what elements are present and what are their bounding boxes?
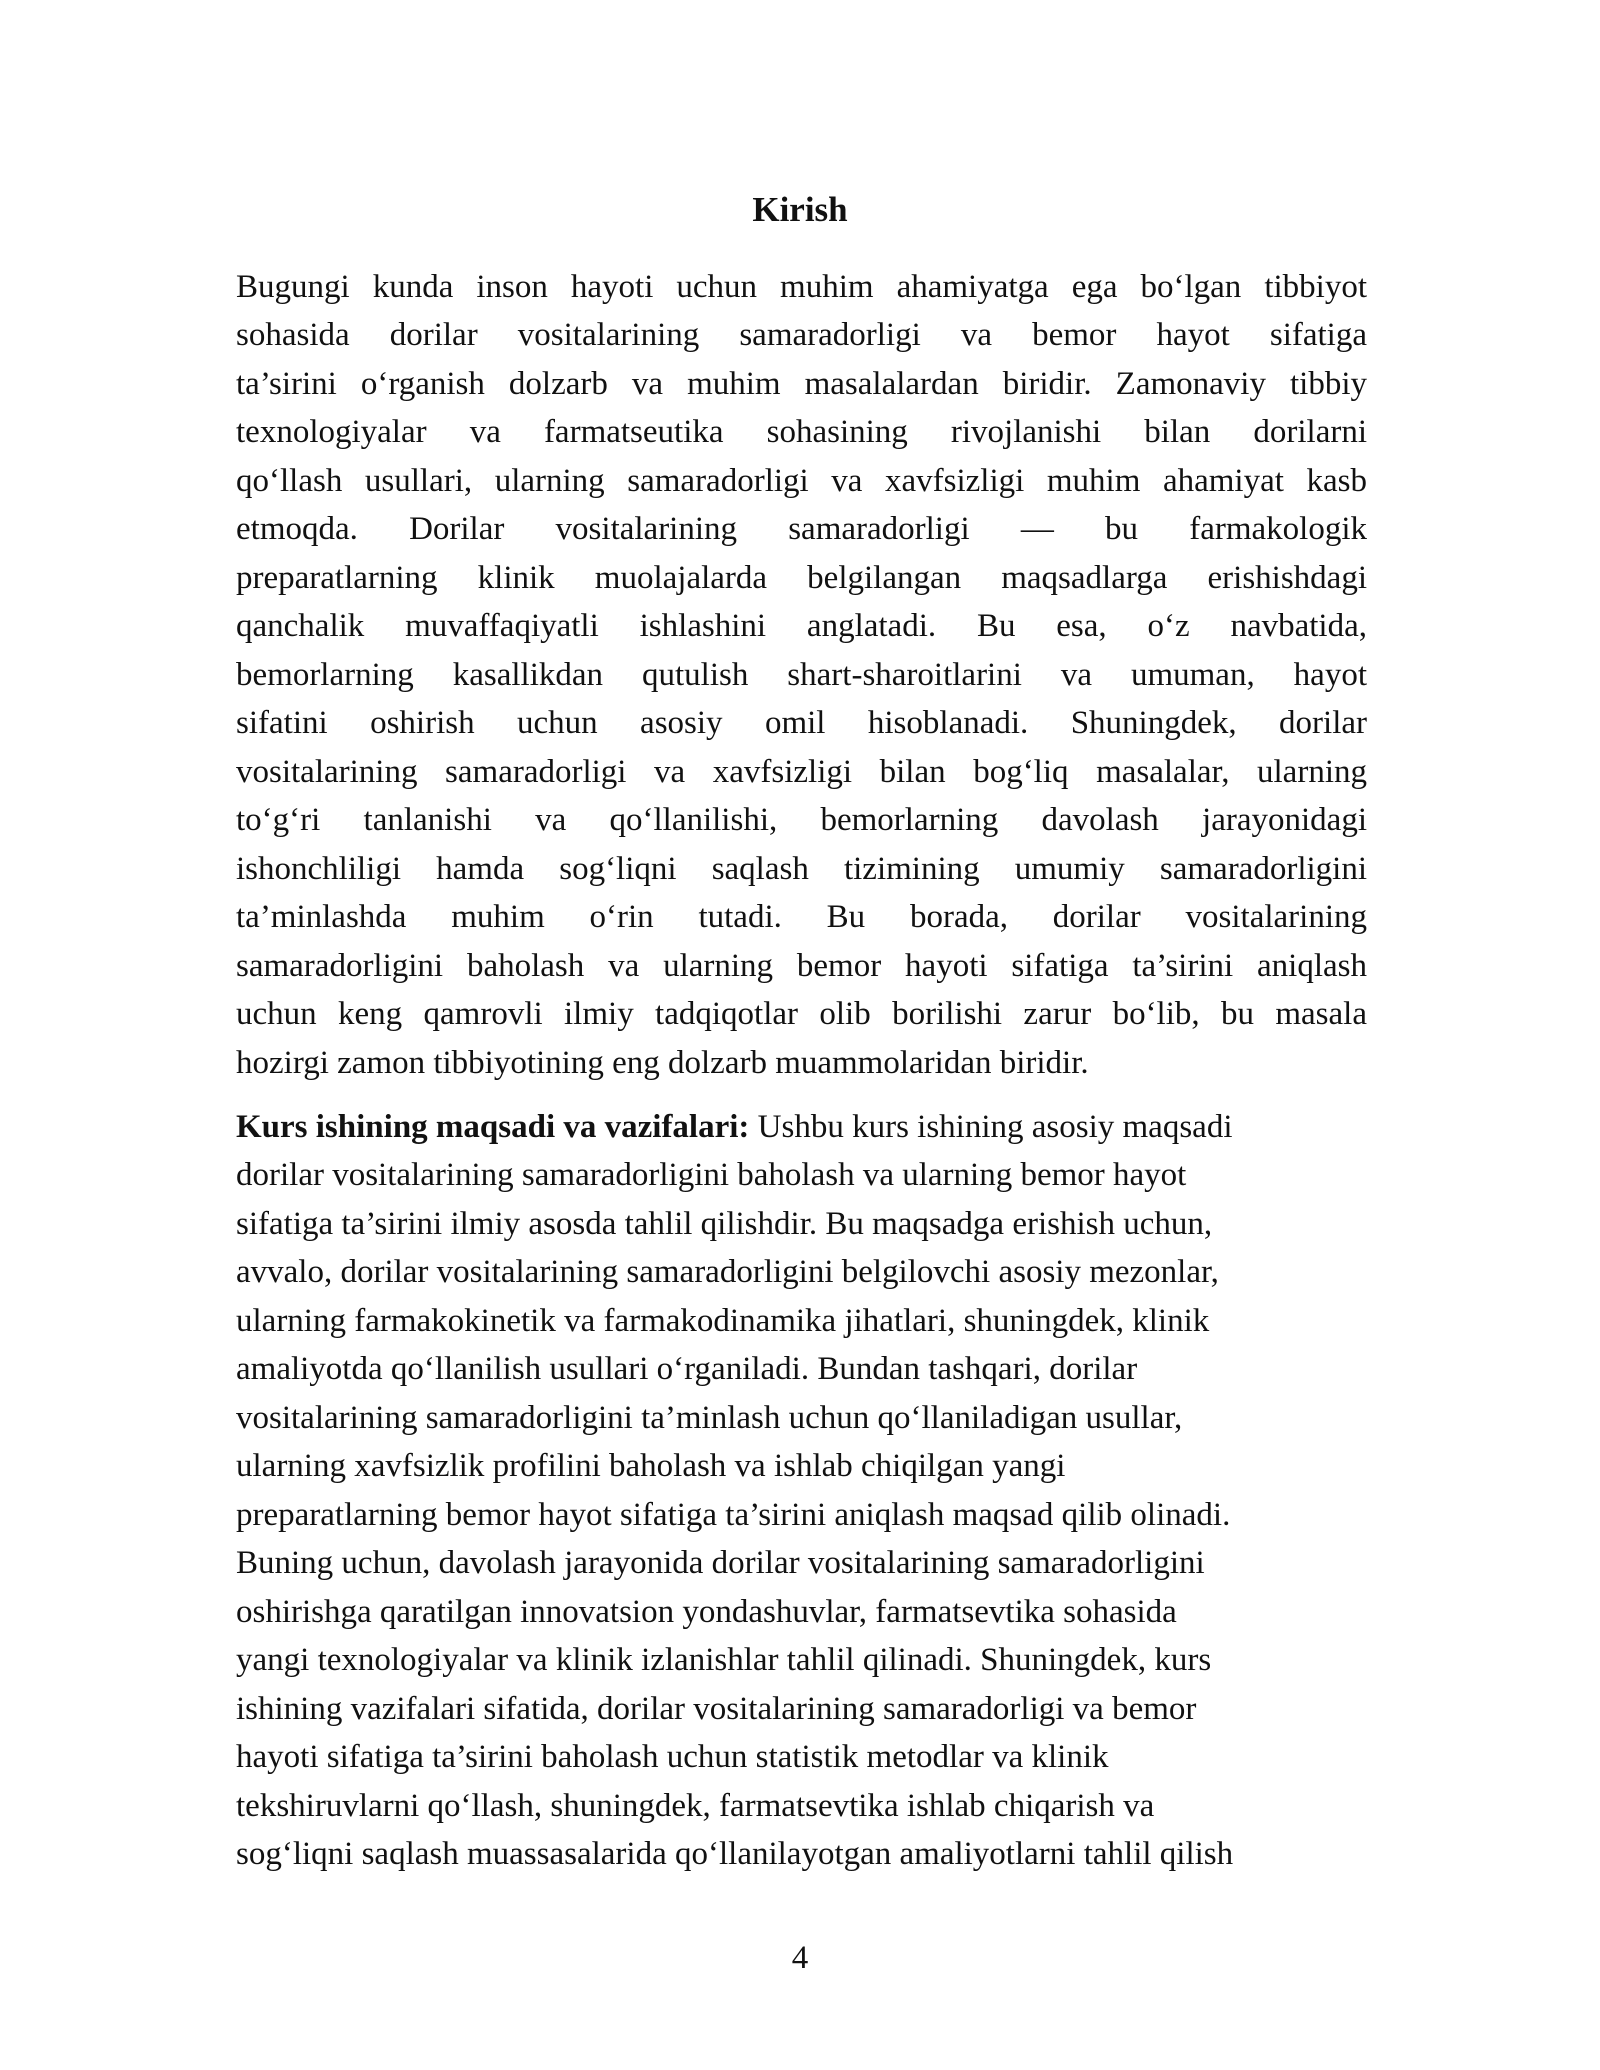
text-line: samaradorligini baholash va ularning bemor hayoti sifatiga ta’sirini aniqlash [236, 948, 1367, 984]
text-line: sohasida dorilar vositalarining samaradorligi va bemor hayot sifatiga [236, 317, 1367, 353]
text-line: vositalarining samaradorligini ta’minlash uchun qo‘llaniladigan usullar, [236, 1400, 1183, 1436]
section-heading: Kirish [752, 190, 848, 229]
text-line: ta’sirini o‘rganish dolzarb va muhim masalalardan biridir. Zamonaviy tibbiy [236, 366, 1367, 402]
text-line: hozirgi zamon tibbiyotining eng dolzarb muammolaridan biridir. [236, 1045, 1089, 1081]
text-line: sifatini oshirish uchun asosiy omil hisoblanadi. Shuningdek, dorilar [236, 705, 1367, 741]
goals-first-line-text: Ushbu kurs ishining asosiy maqsadi [749, 1109, 1233, 1145]
text-line: texnologiyalar va farmatseutika sohasining rivojlanishi bilan dorilarni [236, 414, 1367, 450]
text-line: to‘g‘ri tanlanishi va qo‘llanilishi, bemorlarning davolash jarayonidagi [236, 802, 1367, 838]
goals-label: Kurs ishining maqsadi va vazifalari: [236, 1109, 750, 1145]
text-line: tekshiruvlarni qo‘llash, shuningdek, farmatsevtika ishlab chiqarish va [236, 1788, 1155, 1824]
text-line: ishining vazifalari sifatida, dorilar vositalarining samaradorligi va bemor [236, 1691, 1197, 1727]
text-line: preparatlarning bemor hayot sifatiga ta’sirini aniqlash maqsad qilib olinadi. [236, 1497, 1231, 1533]
text-line: amaliyotda qo‘llanilish usullari o‘rganiladi. Bundan tashqari, dorilar [236, 1351, 1138, 1387]
text-line: ularning xavfsizlik profilini baholash va ishlab chiqilgan yangi [236, 1448, 1066, 1484]
text-line: Bugungi kunda inson hayoti uchun muhim ahamiyatga ega bo‘lgan tibbiyot [236, 269, 1367, 305]
text-line [236, 1103, 1367, 1152]
text-line: etmoqda. Dorilar vositalarining samaradorligi — bu farmakologik [236, 511, 1367, 547]
text-line: preparatlarning klinik muolajalarda belgilangan maqsadlarga erishishdagi [236, 560, 1367, 596]
text-line: avvalo, dorilar vositalarining samaradorligini belgilovchi asosiy mezonlar, [236, 1254, 1219, 1290]
text-line: vositalarining samaradorligi va xavfsizligi bilan bog‘liq masalalar, ularning [236, 754, 1367, 790]
text-line: qo‘llash usullari, ularning samaradorligi va xavfsizligi muhim ahamiyat kasb [236, 463, 1367, 499]
text-line: sog‘liqni saqlash muassasalarida qo‘llanilayotgan amaliyotlarni tahlil qilish [236, 1836, 1234, 1872]
text-line: ularning farmakokinetik va farmakodinamika jihatlari, shuningdek, klinik [236, 1303, 1210, 1339]
text-line: ta’minlashda muhim o‘rin tutadi. Bu borada, dorilar vositalarining [236, 899, 1367, 935]
page-number: 4 [791, 1940, 809, 1976]
text-line: oshirishga qaratilgan innovatsion yondashuvlar, farmatsevtika sohasida [236, 1594, 1177, 1630]
text-line: sifatiga ta’sirini ilmiy asosda tahlil qilishdir. Bu maqsadga erishish uchun, [236, 1206, 1213, 1242]
text-line: Buning uchun, davolash jarayonida dorilar vositalarining samaradorligini [236, 1545, 1205, 1581]
text-line: qanchalik muvaffaqiyatli ishlashini anglatadi. Bu esa, o‘z navbatida, [236, 608, 1367, 644]
text-line: yangi texnologiyalar va klinik izlanishlar tahlil qilinadi. Shuningdek, kurs [236, 1642, 1212, 1678]
text-line: ishonchliligi hamda sog‘liqni saqlash tizimining umumiy samaradorligini [236, 851, 1367, 887]
text-line: dorilar vositalarining samaradorligini baholash va ularning bemor hayot [236, 1157, 1187, 1193]
text-line: uchun keng qamrovli ilmiy tadqiqotlar olib borilishi zarur bo‘lib, bu masala [236, 996, 1367, 1032]
text-line: bemorlarning kasallikdan qutulish shart-sharoitlarini va umuman, hayot [236, 657, 1367, 693]
text-line: hayoti sifatiga ta’sirini baholash uchun statistik metodlar va klinik [236, 1739, 1109, 1775]
